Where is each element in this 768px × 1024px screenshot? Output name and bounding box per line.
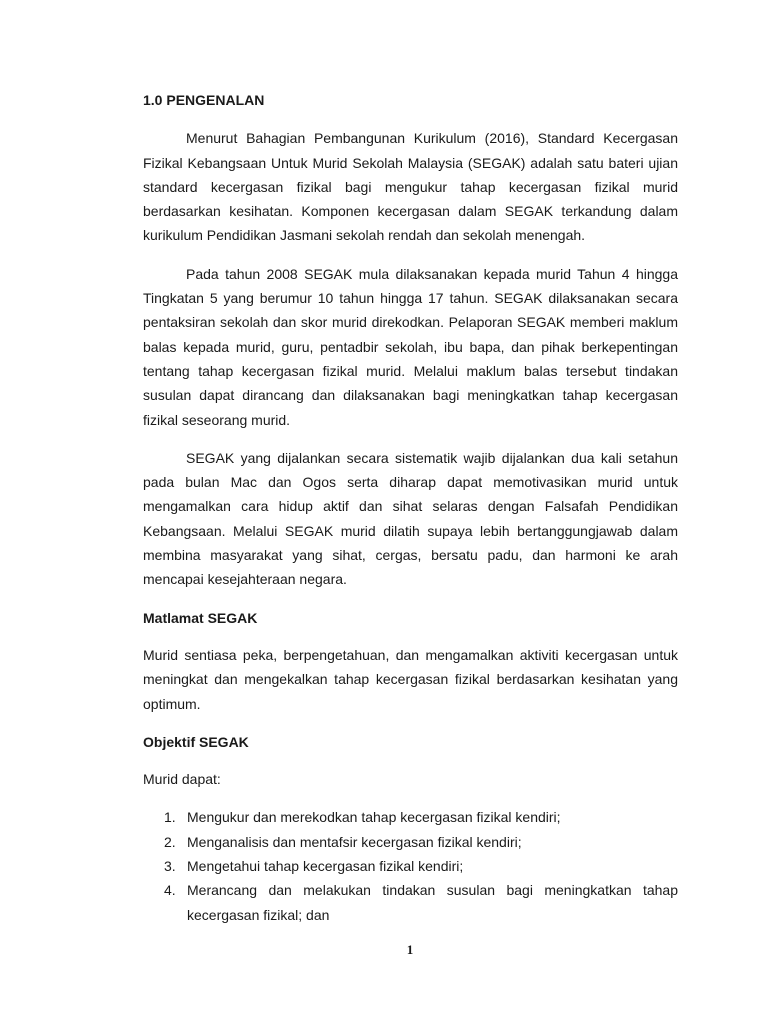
objektif-lead: Murid dapat: [143,771,221,788]
page-content [143,88,678,927]
list-item-text: Merancang dan melakukan tindakan susulan bagi meningkatkan tahap kecergasan fizikal; dan [187,882,678,923]
list-item-number: 3. [164,858,176,875]
section-heading: 1.0 PENGENALAN [143,92,265,108]
matlamat-paragraph: Murid sentiasa peka, berpengetahuan, dan mengamalkan aktiviti kecergasan untuk meningkat dan mengekalkan tahap kecergasan fizikal berdasarkan kesihatan yang optimum. [143,646,678,712]
list-item [143,830,678,854]
objektif-heading: Objektif SEGAK [143,733,249,750]
list-item-text: Mengukur dan merekodkan tahap kecergasan fizikal kendiri; [187,809,561,826]
list-item-number: 1. [164,809,176,826]
list-item-number: 2. [164,833,176,850]
list-item [143,805,678,829]
list-item-number: 4. [164,882,176,899]
page-number: 1 [406,942,414,957]
list-item [143,878,678,927]
list-item [143,854,678,878]
intro-paragraph-3: SEGAK yang dijalankan secara sistematik wajib dijalankan dua kali setahun pada bulan Mac dan Ogos serta diharap dapat memotivasikan murid untuk mengamalkan cara hidup aktif dan sihat selaras dengan Falsafah Pendidikan Kebangsaan. Melalui SEGAK murid dilatih supaya lebih bertanggungjawab dalam membina masyarakat yang sihat, cergas, bersatu padu, dan harmoni ke arah mencapai kesejahteraan negara. [143,449,678,588]
intro-paragraph-2: Pada tahun 2008 SEGAK mula dilaksanakan kepada murid Tahun 4 hingga Tingkatan 5 yang berumur 10 tahun hingga 17 tahun. SEGAK dilaksanakan secara pentaksiran sekolah dan skor murid direkodkan. Pelaporan SEGAK memberi maklum balas kepada murid, guru, pentadbir sekolah, ibu bapa, dan pihak berkepentingan tentang tahap kecergasan fizikal murid. Melalui maklum balas tersebut tindakan susulan dapat dirancang dan dilaksanakan bagi meningkatkan tahap kecergasan fizikal seseorang murid. [143,265,678,428]
matlamat-heading: Matlamat SEGAK [143,609,258,626]
intro-paragraph-1: Menurut Bahagian Pembangunan Kurikulum (2016), Standard Kecergasan Fizikal Kebangsaan Untuk Murid Sekolah Malaysia (SEGAK) adalah satu bateri ujian standard kecergasan fizikal bagi mengukur tahap kecergasan fizikal murid berdasarkan kesihatan. Komponen kecergasan dalam SEGAK terkandung dalam kurikulum Pendidikan Jasmani sekolah rendah dan sekolah menengah. [143,130,678,244]
list-item-text: Mengetahui tahap kecergasan fizikal kendiri; [187,858,464,875]
list-item-text: Menganalisis dan mentafsir kecergasan fizikal kendiri; [187,833,522,850]
objektif-list [143,805,678,926]
